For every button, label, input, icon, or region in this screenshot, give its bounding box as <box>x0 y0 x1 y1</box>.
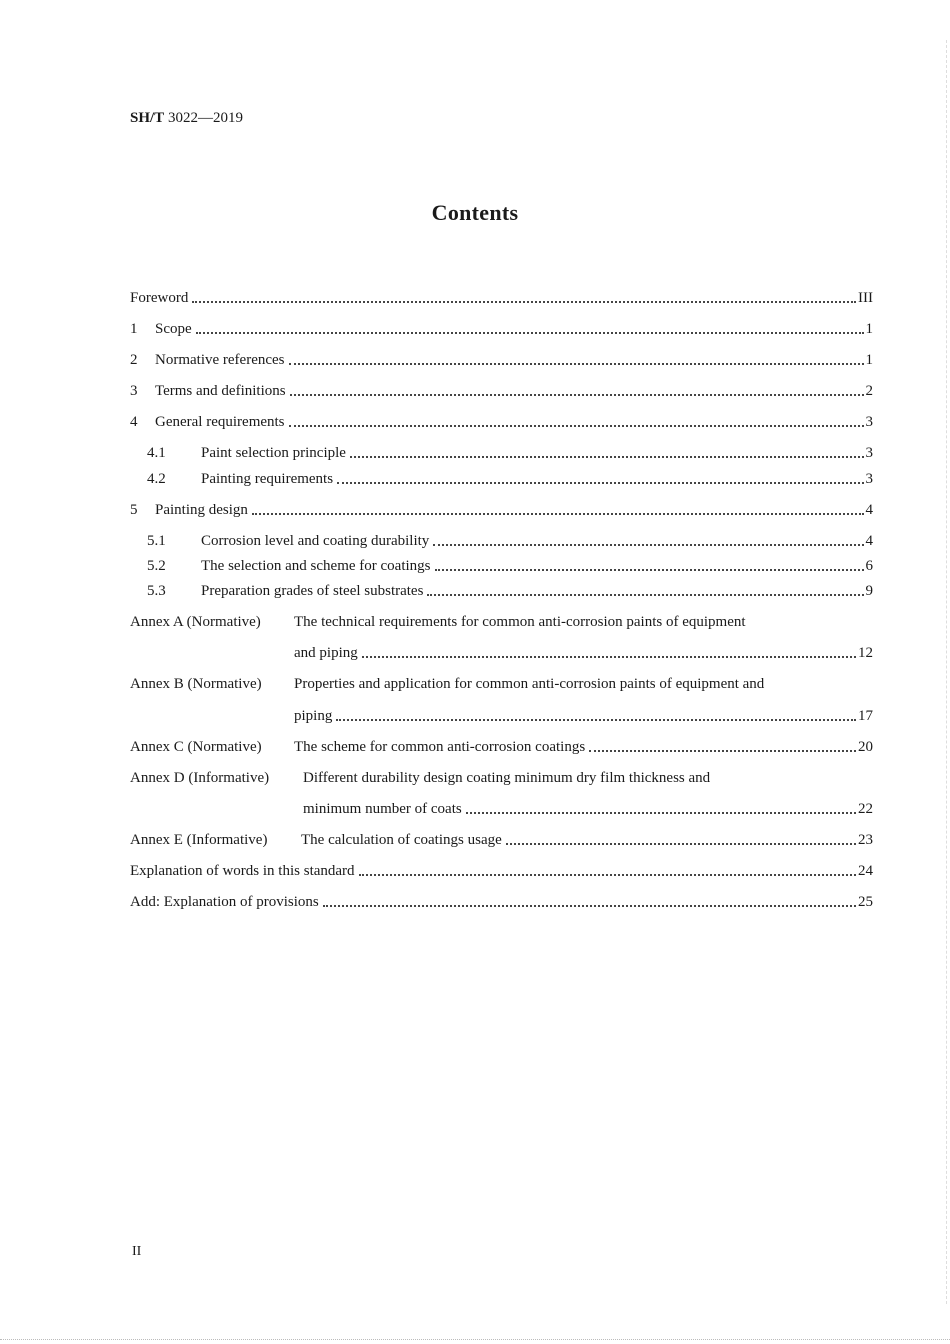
toc-label: and piping <box>294 645 358 661</box>
toc-page: 3 <box>865 414 873 430</box>
toc-number: 5.1 <box>147 533 166 549</box>
annex-name: Annex C (Normative) <box>130 739 262 755</box>
toc-label: The technical requirements for common anti-corrosion paints of equipment <box>294 614 746 630</box>
toc-label: Painting requirements <box>201 471 334 487</box>
annex-name: Annex A (Normative) <box>130 614 261 630</box>
document-code-number: 3022—2019 <box>164 110 243 126</box>
toc-entry-painting-design[interactable] <box>130 497 873 519</box>
toc-label: Preparation grades of steel substrates <box>201 583 424 599</box>
leader-dots <box>433 544 863 546</box>
toc-number: 2 <box>130 352 138 368</box>
annex-name: Annex D (Informative) <box>130 770 270 786</box>
toc-page: 23 <box>858 832 873 848</box>
leader-dots <box>323 905 856 907</box>
toc-page: 24 <box>858 863 873 879</box>
toc-page: 2 <box>865 383 873 399</box>
document-code-prefix: SH/T <box>130 110 165 126</box>
toc-label: Add: Explanation of provisions <box>130 894 319 910</box>
leader-dots <box>290 394 864 396</box>
toc-label: Paint selection principle <box>201 445 346 461</box>
toc-entry-general-requirements[interactable] <box>130 409 873 431</box>
toc-label: piping <box>294 708 333 724</box>
toc-number: 5.2 <box>147 558 166 574</box>
toc-label: Properties and application for common anti-corrosion paints of equipment and <box>294 676 765 692</box>
toc-entry-annex-d[interactable] <box>130 765 873 787</box>
toc-entry-explanation-words[interactable] <box>130 858 873 880</box>
leader-dots <box>337 482 863 484</box>
toc-label: Corrosion level and coating durability <box>201 533 430 549</box>
toc-label: Painting design <box>155 502 248 518</box>
toc-entry-preparation-grades[interactable] <box>130 578 873 600</box>
toc-label: The scheme for common anti-corrosion coatings <box>294 739 586 755</box>
toc-page: 1 <box>865 321 873 337</box>
toc-label: Different durability design coating minimum dry film thickness and <box>303 770 711 786</box>
toc-page: 22 <box>858 801 873 817</box>
toc-entry-annex-a-continued[interactable] <box>130 640 873 662</box>
leader-dots <box>336 719 856 721</box>
leader-dots <box>350 456 864 458</box>
annex-name: Annex E (Informative) <box>130 832 268 848</box>
toc-entry-normative-references[interactable] <box>130 347 873 369</box>
toc-label: Explanation of words in this standard <box>130 863 355 879</box>
toc-entry-foreword[interactable] <box>130 285 873 307</box>
toc-label: Foreword <box>130 290 189 306</box>
toc-entry-corrosion-level[interactable] <box>130 528 873 550</box>
toc-entry-add-explanation[interactable] <box>130 889 873 911</box>
leader-dots <box>435 569 864 571</box>
toc-number: 5 <box>130 502 138 518</box>
toc-page: III <box>858 290 873 306</box>
toc-entry-annex-b-continued[interactable] <box>130 703 873 725</box>
leader-dots <box>359 874 856 876</box>
toc-entry-paint-selection[interactable] <box>130 440 873 462</box>
toc-page: 3 <box>865 471 873 487</box>
toc-page: 17 <box>858 708 873 724</box>
toc-page: 3 <box>865 445 873 461</box>
toc-page: 1 <box>865 352 873 368</box>
annex-name: Annex B (Normative) <box>130 676 262 692</box>
toc-page: 12 <box>858 645 873 661</box>
toc-page: 20 <box>858 739 873 755</box>
toc-entry-annex-a[interactable] <box>130 609 873 631</box>
toc-page: 6 <box>865 558 873 574</box>
leader-dots <box>289 363 864 365</box>
toc-label: The calculation of coatings usage <box>301 832 502 848</box>
scan-side-edge <box>945 40 947 1304</box>
leader-dots <box>252 513 864 515</box>
leader-dots <box>589 750 856 752</box>
toc-label: Terms and definitions <box>155 383 286 399</box>
toc-entry-selection-scheme[interactable] <box>130 553 873 575</box>
leader-dots <box>427 594 863 596</box>
toc-page: 4 <box>865 502 873 518</box>
toc-number: 4.1 <box>147 445 166 461</box>
leader-dots <box>466 812 856 814</box>
page-title: Contents <box>431 200 519 225</box>
toc-number: 4 <box>130 414 138 430</box>
toc-entry-annex-e[interactable] <box>130 827 873 849</box>
toc-label: The selection and scheme for coatings <box>201 558 431 574</box>
toc-page: 25 <box>858 894 873 910</box>
scan-edge-line <box>0 1339 950 1342</box>
toc-number: 1 <box>130 321 138 337</box>
toc-entry-annex-d-continued[interactable] <box>130 796 873 818</box>
toc-entry-painting-requirements[interactable] <box>130 466 873 488</box>
toc-entry-annex-b[interactable] <box>130 671 873 693</box>
toc-number: 3 <box>130 383 138 399</box>
leader-dots <box>196 332 864 334</box>
toc-label: minimum number of coats <box>303 801 462 817</box>
toc-entry-terms-definitions[interactable] <box>130 378 873 400</box>
leader-dots <box>192 301 856 303</box>
document-code <box>130 110 243 127</box>
page-number: II <box>132 1244 142 1259</box>
toc-label: Normative references <box>155 352 285 368</box>
leader-dots <box>362 656 856 658</box>
toc-page: 9 <box>865 583 873 599</box>
toc-label: Scope <box>155 321 192 337</box>
toc-page: 4 <box>865 533 873 549</box>
toc-number: 4.2 <box>147 471 166 487</box>
toc-label: General requirements <box>155 414 285 430</box>
leader-dots <box>289 425 864 427</box>
toc-entry-scope[interactable] <box>130 316 873 338</box>
toc-number: 5.3 <box>147 583 166 599</box>
toc-entry-annex-c[interactable] <box>130 734 873 756</box>
leader-dots <box>506 843 856 845</box>
